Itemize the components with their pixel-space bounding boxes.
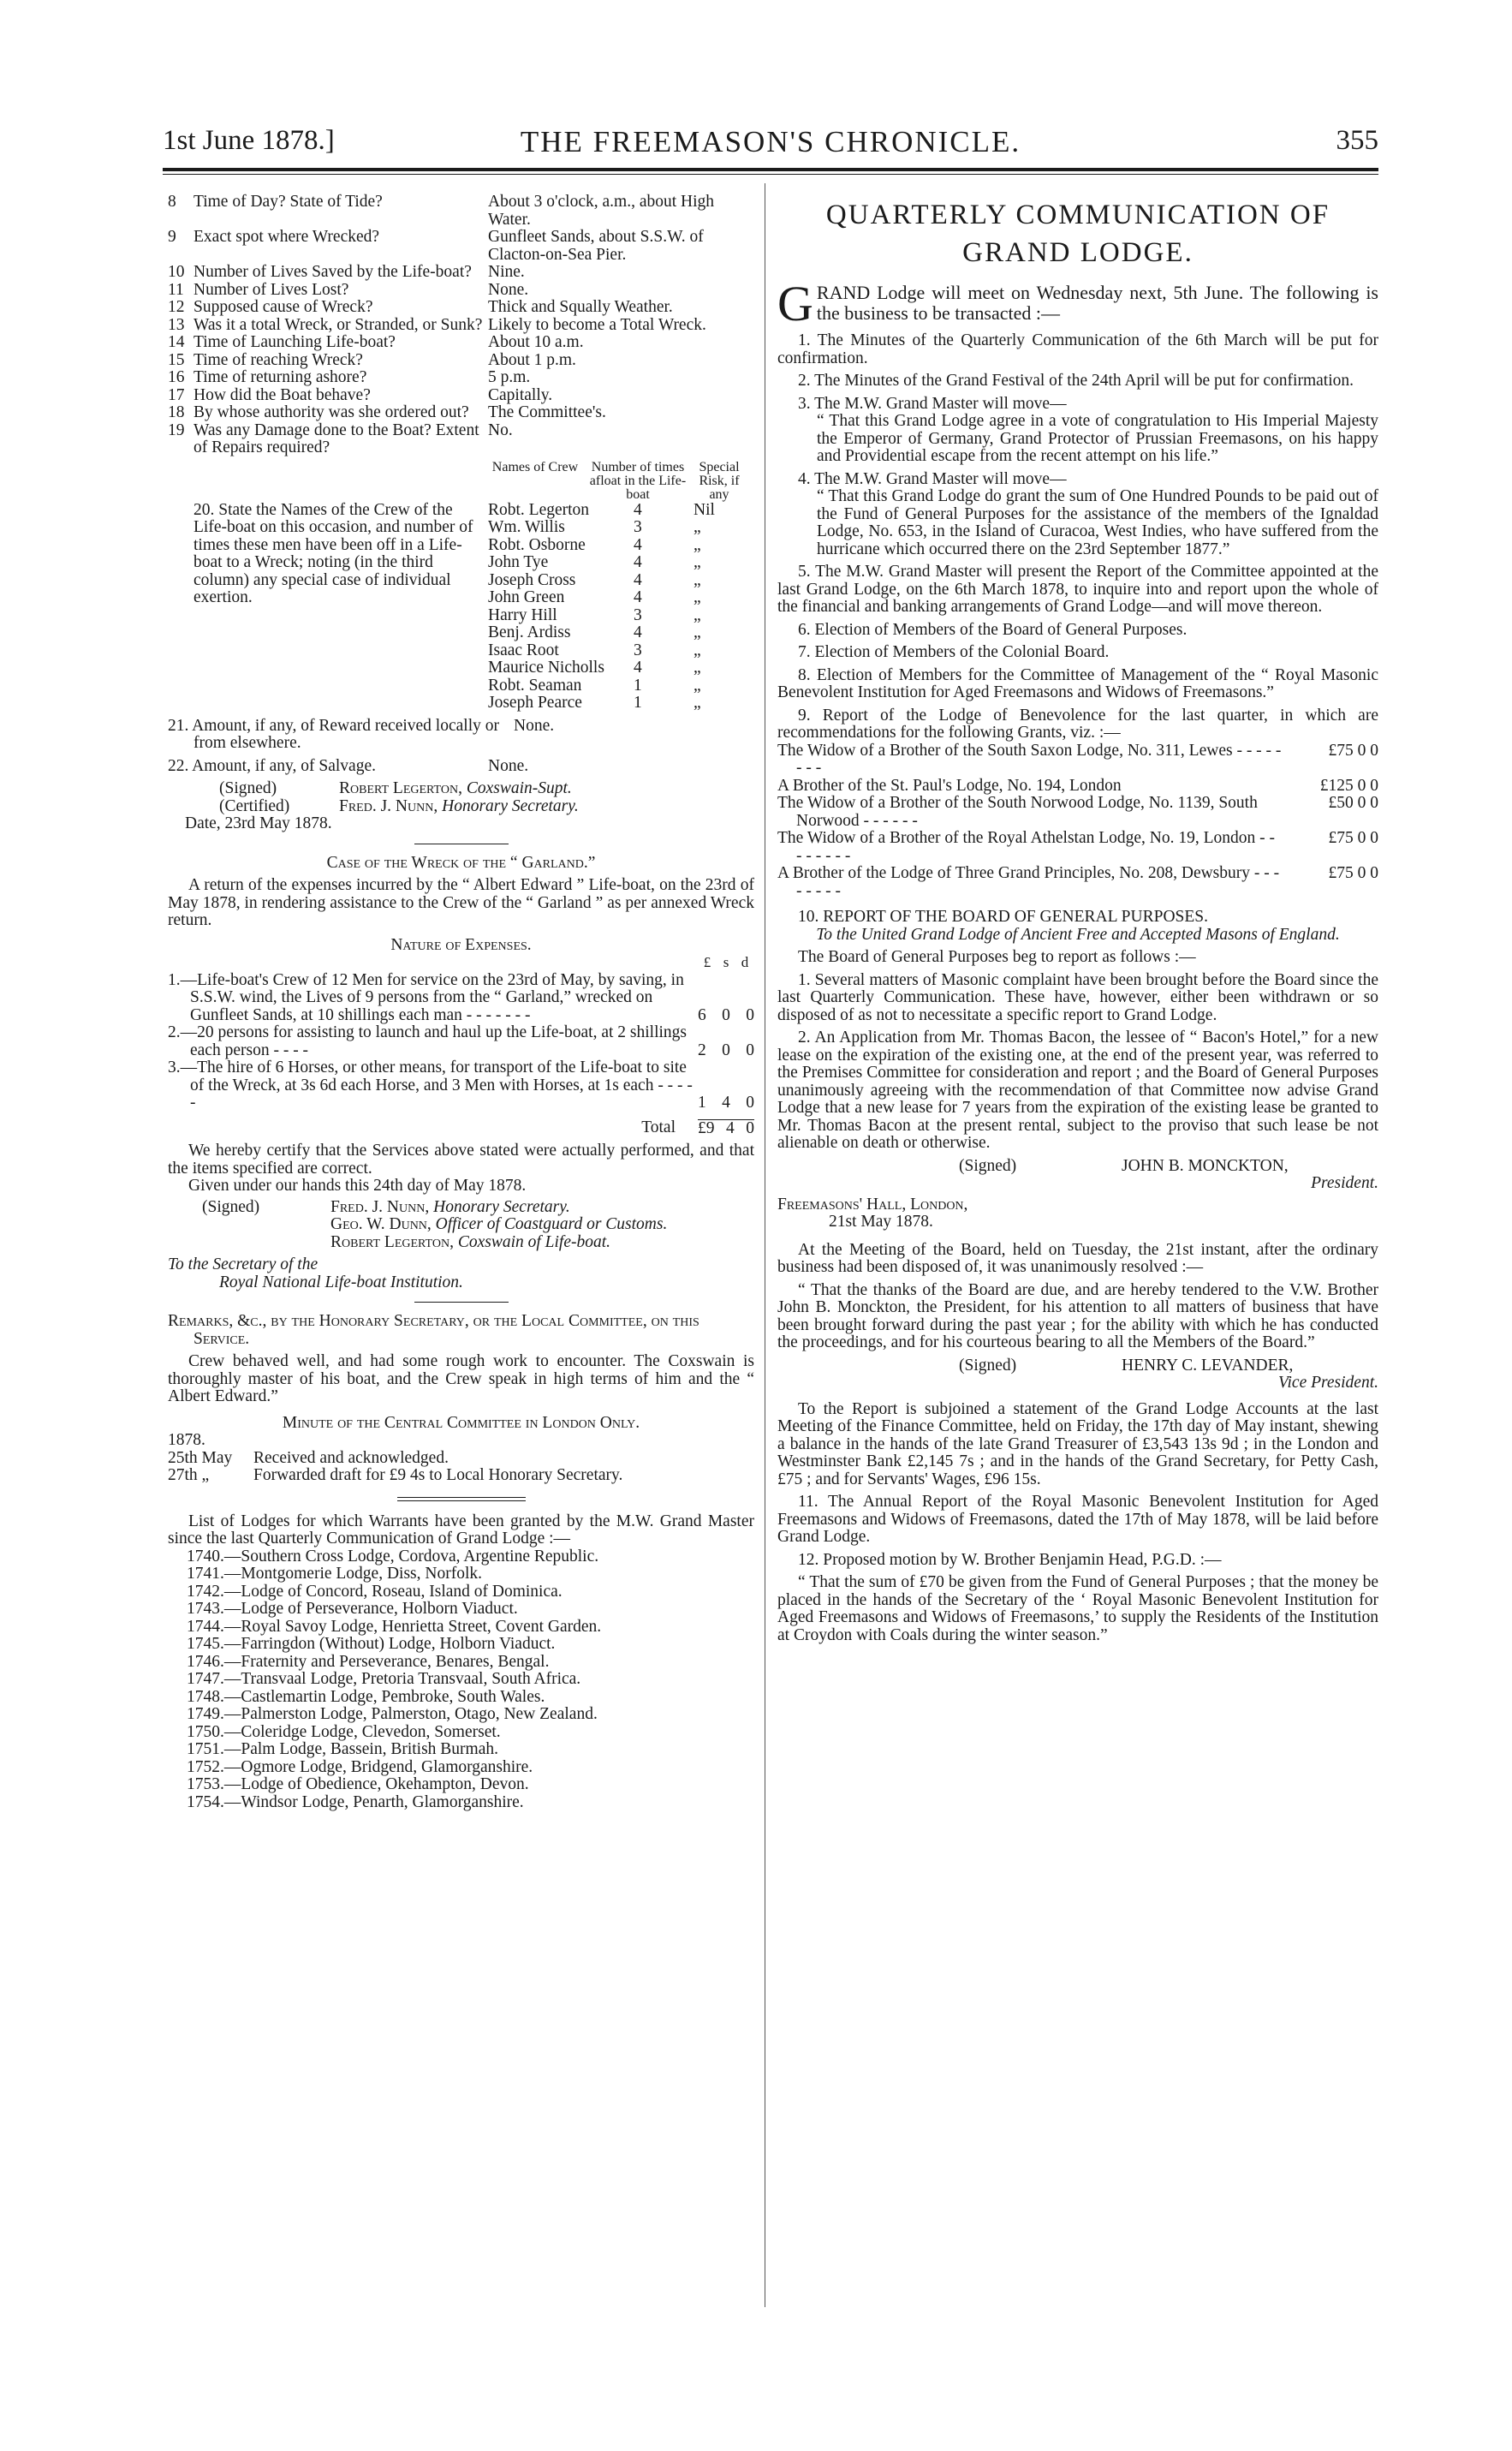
minute-row: 25th May Received and acknowledged. [168, 1448, 449, 1467]
board-intro: The Board of General Purposes beg to report as follows :— [798, 948, 1196, 966]
list-item: 1744.—Royal Savoy Lodge, Henrietta Street, Covent Garden. [187, 1617, 602, 1636]
certify-text: We hereby certify that the Services above stated were actually performed, and that the items specified are correct. [168, 1142, 754, 1178]
accounts-statement: To the Report is subjoined a statement of the Grand Lodge Accounts at the last Meeting of the Finance Committee, held on Friday, the 17th day of May instant, shewing a balance in the hands of the late Grand Treasurer of £3,543 13s 9d ; in the London and Westminster Bank £2,145 7s ; and in the hands of the Grand Secretary, for Petty Cash, £75 ; and for Servants' Wages, £96 15s. [777, 1399, 1378, 1488]
section-divider [397, 1497, 526, 1501]
agenda-item: 2. The Minutes of the Grand Festival of the 24th April will be put for confirmation. [798, 372, 1354, 390]
crew-row: Maurice Nicholls 4 „ [488, 659, 701, 677]
crew-row: Wm. Willis 3 „ [488, 518, 701, 536]
signature-levander: (Signed) HENRY C. LEVANDER, [959, 1356, 1294, 1375]
agenda-item: 1. The Minutes of the Quarterly Communication of the 6th March will be put for confirmation. [777, 331, 1378, 367]
wreck-row: 9 Exact spot where Wrecked? Gunfleet Sands, about S.S.W. of Clacton-on-Sea Pier. [168, 228, 704, 264]
section-divider [414, 1302, 509, 1303]
remarks-text: Crew behaved well, and had some rough work to encounter. The Coxswain is thoroughly master of his boat, and the Crew speak in high terms of him and the “ Albert Edward.” [168, 1352, 754, 1405]
minute-year: 1878. [168, 1431, 205, 1449]
expenses-heading: Nature of Expenses. [390, 935, 532, 954]
lodges-intro: List of Lodges for which Warrants have been granted by the M.W. Grand Master since the last Quarterly Communication of Grand Lodge :— [168, 1512, 754, 1548]
wreck-table [168, 194, 754, 457]
list-item: 1753.—Lodge of Obedience, Okehampton, Devon. [187, 1775, 529, 1793]
board-paragraph: 2. An Application from Mr. Thomas Bacon, the lessee of “ Bacon's Hotel,” for a new lease on the expiration of the existing one, at the end of the present year, was referred to the Premises Committee for consideration and report ; and the Board of General Purposes unanimously agreeing with the recommendation of that Committee now advise Grand Lodge that a new lease for 7 years from the expiration of the existing lease be granted to Mr. Thomas Bacon at the present rental, subject to the proviso that such lease be not alienable on death or otherwise. [777, 1029, 1378, 1152]
issue-date: 1st June 1878.] [163, 125, 335, 156]
list-item: 1740.—Southern Cross Lodge, Cordova, Argentine Republic. [187, 1547, 599, 1565]
list-item: 1754.—Windsor Lodge, Penarth, Glamorganshire. [187, 1792, 524, 1811]
agenda-item: 4. The M.W. Grand Master will move— [798, 469, 1067, 488]
wreck-row: 17 How did the Boat behave? Capitally. [168, 385, 553, 404]
grant-row: A Brother of the Lodge of Three Grand Principles, No. 208, Dewsbury - - - - - - - - £75 0 0 [777, 864, 1378, 900]
grant-row: The Widow of a Brother of the South Saxon Lodge, No. 311, Lewes - - - - - - - - £75 0 0 [777, 741, 1378, 777]
currency-header: £ s d [703, 954, 749, 970]
crew-list [488, 502, 745, 713]
page-header [163, 125, 1378, 164]
agenda-quote: “ That the sum of £70 be given from the Fund of General Purposes ; that the money be placed in the hands of the Secretary of the ‘ Royal Masonic Benevolent Institution for Aged Freemasons and Widows of Freemasons,’ to supply the Residents of the Institution at Croydon with Coals during the winter season.” [777, 1573, 1378, 1644]
agenda-item: 5. The M.W. Grand Master will present the Report of the Committee appointed at the last Grand Lodge, on the 6th March 1878, to inquire into and report upon the whole of the financial and banking arrangements of Grand Lodge—and will move thereon. [777, 563, 1378, 616]
board-report-heading: 10. REPORT OF THE BOARD OF GENERAL PURPOSES. [798, 908, 1209, 926]
expense-item: 1.—Life-boat's Crew of 12 Men for service on the 23rd of May, by saving, in S.S.W. wind, the Lives of 9 persons from the “ Garland,” wrecked on Gunfleet Sands, at 10 shillings each man - - - - - - - 6 0 0 [168, 970, 754, 1024]
newspaper-title: THE FREEMASON'S CHRONICLE. [520, 125, 1021, 158]
report-date: Date, 23rd May 1878. [185, 814, 332, 832]
reward-row: 21. Amount, if any, of Reward received locally or from elsewhere. None. [168, 716, 555, 752]
thanks-text: “ That the thanks of the Board are due, and are hereby tendered to the V.W. Brother John B. Monckton, the President, for his attention to all matters of business that have been brought forward during the past year ; for the ability with which he has conducted the proceedings, and for his courteous bearing to all the Members of the Board.” [777, 1280, 1378, 1351]
list-item: 1752.—Ogmore Lodge, Bridgend, Glamorganshire. [187, 1757, 533, 1776]
signature-role: President. [1311, 1174, 1378, 1192]
wreck-row: 11 Number of Lives Lost? None. [168, 280, 529, 299]
addressee: To the Secretary of the [168, 1255, 318, 1273]
wreck-row: 18 By whose authority was she ordered out? The Committee's. [168, 403, 606, 421]
agenda-item: 11. The Annual Report of the Royal Masonic Benevolent Institution for Aged Freemasons and Widows of Freemasons, dated the 17th of May 1878, will be laid before Grand Lodge. [777, 1493, 1378, 1546]
signature-monckton: (Signed) JOHN B. MONCKTON, [959, 1156, 1289, 1175]
garland-heading: Case of the Wreck of the “ Garland.” [326, 853, 596, 872]
expense-item: 2.—20 persons for assisting to launch and haul up the Life-boat, at 2 shillings each person - - - - 2 0 0 [168, 1023, 754, 1059]
list-item: 1743.—Lodge of Perseverance, Holborn Viaduct. [187, 1600, 518, 1618]
wreck-row: 15 Time of reaching Wreck? About 1 p.m. [168, 350, 576, 369]
crew-table [168, 502, 754, 713]
list-item: 1749.—Palmerston Lodge, Palmerston, Otago, New Zealand. [187, 1705, 598, 1723]
signature-role: Vice President. [1278, 1374, 1378, 1392]
grant-row: The Widow of a Brother of the Royal Athelstan Lodge, No. 19, London - - - - - - - - £75 0 0 [777, 829, 1378, 865]
wreck-row: 10 Number of Lives Saved by the Life-boat? Nine. [168, 263, 525, 281]
header-rule [163, 168, 1378, 171]
wreck-row: 19 Was any Damage done to the Boat? Extent of Repairs required? No. [168, 420, 513, 456]
signatures-block [168, 780, 754, 833]
list-item: 1748.—Castlemartin Lodge, Pembroke, South Wales. [187, 1687, 545, 1706]
crew-table-header: Names of Crew Number of times afloat in the Life-boat Special Risk, if any [491, 459, 740, 502]
agenda-item: 8. Election of Members for the Committee of Management of the “ Royal Masonic Benevolent Institution for Aged Freemasons and Widows of Freemasons.” [777, 665, 1378, 701]
given-text: Given under our hands this 24th day of May 1878. [188, 1177, 527, 1195]
agenda-quote: “ That this Grand Lodge do grant the sum of One Hundred Pounds to be paid out of the Fund of General Purposes for the assistance of the members of the Ignaldad Lodge, No. 653, in the Island of Curacoa, West Indies, who have suffered from the hurricane which occurred there on the 23rd September 1877.” [817, 487, 1378, 558]
crew-row: Robt. Seaman 1 „ [488, 676, 701, 695]
grants-list [777, 742, 1378, 901]
crew-row: Joseph Cross 4 „ [488, 570, 701, 589]
article-subtitle: GRAND LODGE. [962, 237, 1194, 268]
list-item: 1741.—Montgomerie Lodge, Diss, Norfolk. [187, 1565, 483, 1583]
agenda-item: 12. Proposed motion by W. Brother Benjamin Head, P.G.D. :— [798, 1550, 1222, 1569]
agenda-item: 9. Report of the Lodge of Benevolence for the last quarter, in which are recommendations for the following Grants, viz. :— [777, 706, 1378, 742]
header-rule-thin [163, 174, 1378, 175]
signature-line: (Certified) Fred. J. Nunn, Honorary Secretary. [219, 796, 579, 815]
list-item: 1747.—Transvaal Lodge, Pretoria Transvaal, South Africa. [187, 1670, 581, 1688]
agenda-quote: “ That this Grand Lodge agree in a vote of congratulation to His Imperial Majesty the Emperor of Germany, Grand Protector of Prussian Freemasons, on his happy and Providential escape from the recent attempt on his life.” [817, 412, 1378, 465]
right-column [777, 194, 1378, 1644]
crew-row: Joseph Pearce 1 „ [488, 694, 701, 712]
list-item: 1745.—Farringdon (Without) Lodge, Holborn Viaduct. [187, 1635, 556, 1653]
meeting-text: At the Meeting of the Board, held on Tuesday, the 21st instant, after the ordinary business had been disposed of, it was unanimously resolved :— [777, 1240, 1378, 1276]
grant-row: A Brother of the St. Paul's Lodge, No. 194, London £125 0 0 [777, 776, 1378, 795]
agenda-item: 7. Election of Members of the Colonial Board. [798, 643, 1110, 661]
remarks-heading: Remarks, &c., by the Honorary Secretary, or the Local Committee, on this Service. [168, 1312, 699, 1348]
garland-signatures: (Signed) Fred. J. Nunn, Honorary Secretary. Geo. W. Dunn, Officer of Coastguard or Customs. Robert Legerton, Coxswain of Life-boat. [202, 1197, 668, 1251]
wreck-row: 13 Was it a total Wreck, or Stranded, or Sunk? Likely to become a Total Wreck. [168, 315, 706, 334]
grant-row: The Widow of a Brother of the South Norwood Lodge, No. 1139, South Norwood - - - - - - £50 0 0 [777, 794, 1378, 830]
left-column [168, 194, 754, 1811]
minute-heading: Minute of the Central Committee in London Only. [282, 1413, 640, 1432]
crew-row: Harry Hill 3 „ [488, 605, 701, 624]
agenda-item: 6. Election of Members of the Board of General Purposes. [798, 620, 1188, 639]
signature-line: (Signed) Robert Legerton, Coxswain-Supt. [219, 779, 572, 797]
list-item: 1751.—Palm Lodge, Bassein, British Burmah. [187, 1740, 498, 1758]
drop-cap: G [777, 276, 813, 331]
crew-row: Isaac Root 3 „ [488, 641, 701, 659]
crew-row: John Green 4 „ [488, 588, 701, 606]
minute-row: 27th „ Forwarded draft for £9 4s to Local Honorary Secretary. [168, 1466, 623, 1484]
article-title: QUARTERLY COMMUNICATION OF [825, 200, 1330, 230]
hall-address: Freemasons' Hall, London, [777, 1195, 968, 1214]
crew-row: Robt. Osborne 4 „ [488, 535, 701, 554]
wreck-row: 8 Time of Day? State of Tide? About 3 o'clock, a.m., about High Water. [168, 193, 715, 229]
wreck-row: 16 Time of returning ashore? 5 p.m. [168, 368, 531, 386]
list-item: 1746.—Fraternity and Perseverance, Benares, Bengal. [187, 1652, 550, 1671]
hall-date: 21st May 1878. [829, 1213, 933, 1231]
salvage-row: 22. Amount, if any, of Salvage. None. [168, 756, 529, 775]
wreck-row: 12 Supposed cause of Wreck? Thick and Squally Weather. [168, 298, 673, 316]
page-number: 355 [1336, 125, 1378, 156]
addressee-institution: Royal National Life-boat Institution. [219, 1273, 463, 1291]
garland-intro: A return of the expenses incurred by the “ Albert Edward ” Life-boat, on the 23rd of May 1878, in rendering assistance to the Crew of the “ Garland ” as per annexed Wreck return. [168, 876, 754, 929]
expense-item: 3.—The hire of 6 Horses, or other means, for transport of the Life-boat to site of the Wreck, at 3s 6d each Horse, and 3 Men with Horses, at 1s each - - - - - 1 4 0 [168, 1059, 754, 1112]
crew-row: John Tye 4 „ [488, 553, 701, 571]
wreck-row: 14 Time of Launching Life-boat? About 10 a.m. [168, 333, 584, 351]
list-item: 1742.—Lodge of Concord, Roseau, Island of Dominica. [187, 1582, 563, 1601]
board-addressee: To the United Grand Lodge of Ancient Free and Accepted Masons of England. [816, 925, 1340, 944]
agenda-item: 3. The M.W. Grand Master will move— [798, 394, 1067, 413]
lodges-list [168, 1548, 754, 1812]
article-intro: G RAND Lodge will meet on Wednesday next, 5th June. The following is the business to be transacted :— [777, 276, 1378, 331]
crew-row: Robt. Legerton 4 Nil [488, 500, 715, 519]
list-item: 1750.—Coleridge Lodge, Clevedon, Somerset. [187, 1722, 501, 1741]
expense-total: Total £9 4 0 [641, 1118, 754, 1137]
crew-row: Benj. Ardiss 4 „ [488, 623, 701, 641]
crew-question: 20. State the Names of the Crew of the Life-boat on this occasion, and number of times these men have been off in a Life-boat to a Wreck; noting (in the third column) any special case of individual exertion. [193, 500, 473, 606]
board-paragraph: 1. Several matters of Masonic complaint have been brought before the Board since the last Quarterly Communication. These have, however, either been withdrawn or so disposed of as not to necessitate a specific report to Grand Lodge. [777, 970, 1378, 1024]
